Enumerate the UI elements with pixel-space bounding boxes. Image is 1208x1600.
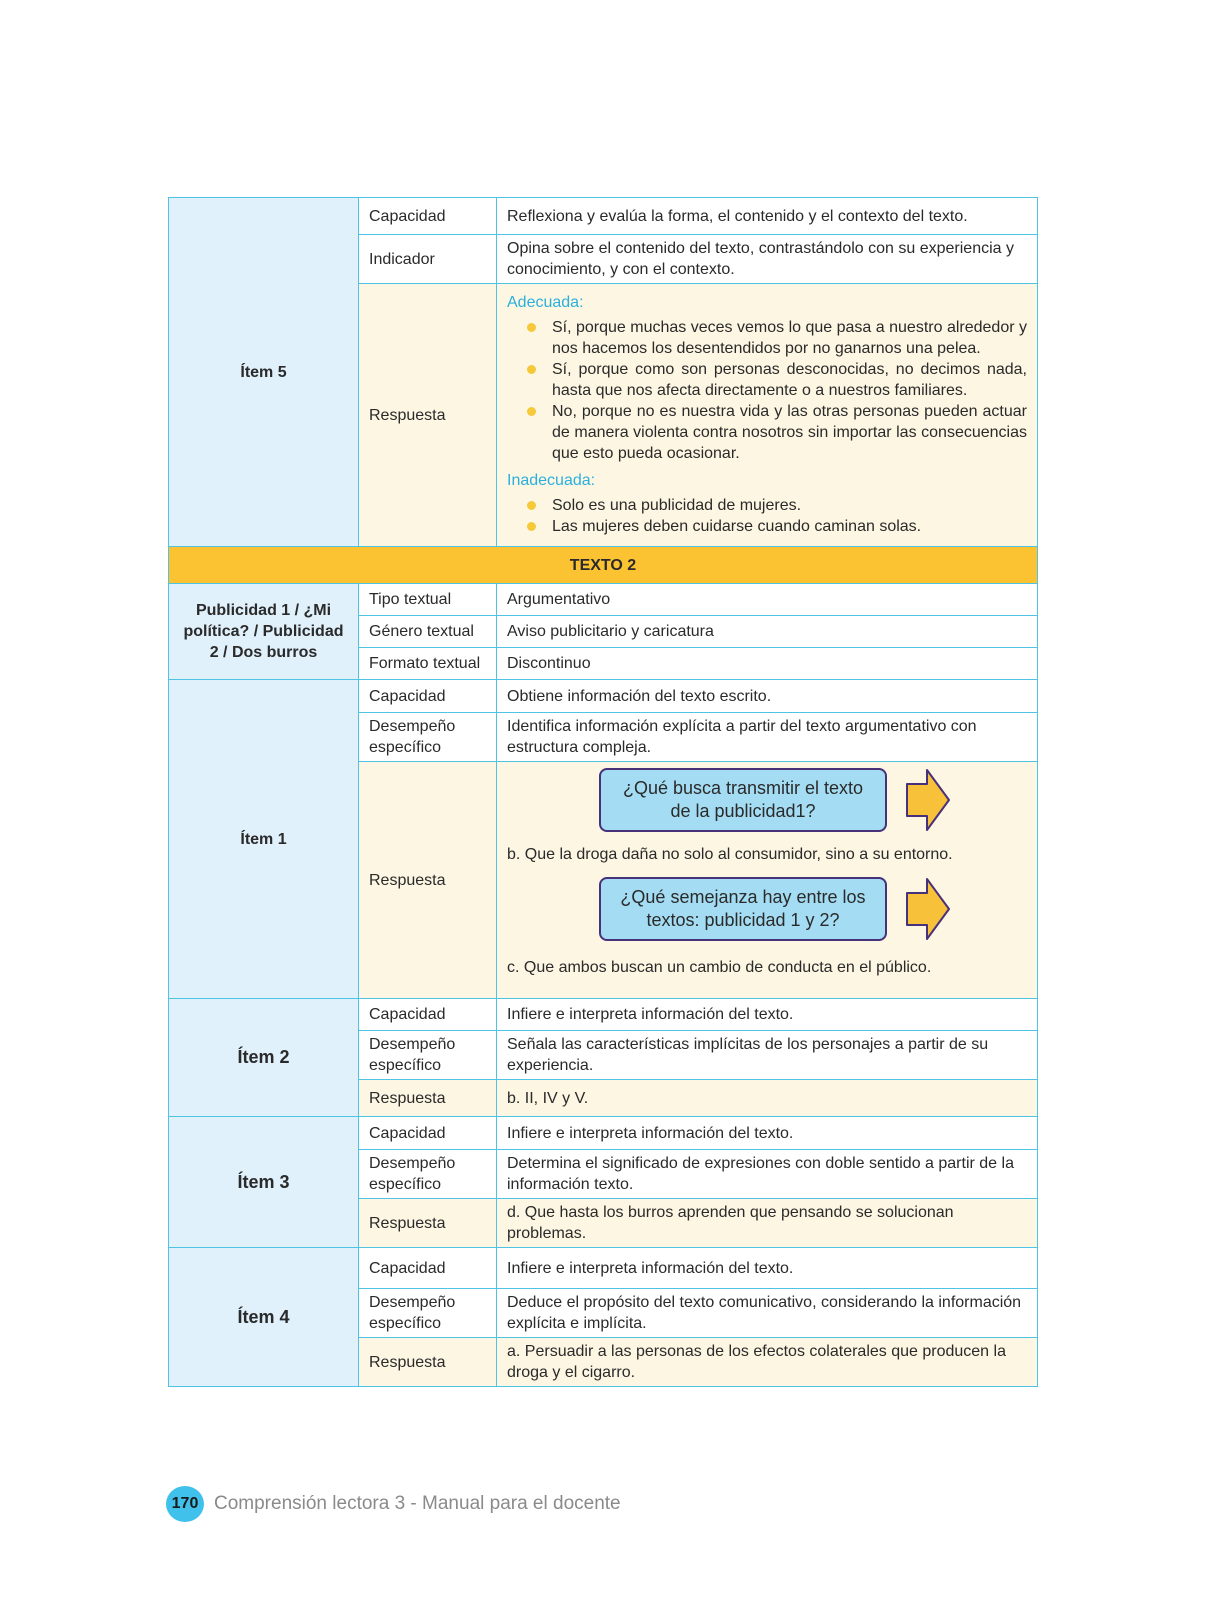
respuesta-label: Respuesta (359, 762, 497, 999)
list-item: Sí, porque muchas veces vemos lo que pasa a nuestro alrededor y nos hacemos los desentendidos por no ganarnos una pelea. (507, 317, 1027, 359)
adecuada-label: Adecuada: (507, 294, 584, 311)
item4-respuesta: a. Persuadir a las personas de los efectos colaterales que producen la droga y el cigarro. (497, 1338, 1038, 1387)
item2-respuesta: b. II, IV y V. (497, 1080, 1038, 1117)
answer-2: c. Que ambos buscan un cambio de conducta en el público. (507, 959, 932, 976)
item3-respuesta: d. Que hasta los burros aprenden que pensando se solucionan problemas. (497, 1199, 1038, 1248)
item1-respuesta (497, 762, 1038, 999)
right-arrow-icon (905, 877, 951, 941)
desempeno-label: Desempeño específico (359, 1150, 497, 1199)
list-item: Sí, porque como son personas desconocidas, no decimos nada, hasta que nos afecta directamente o a nuestros familiares. (507, 359, 1027, 401)
item1-capacidad-row (169, 680, 1038, 713)
item1-title: Ítem 1 (169, 680, 359, 999)
inadecuada-label: Inadecuada: (507, 472, 596, 489)
desempeno-label: Desempeño específico (359, 1031, 497, 1080)
capacidad-label: Capacidad (359, 999, 497, 1031)
capacidad-label: Capacidad (359, 198, 497, 235)
item3-desempeno: Determina el significado de expresiones con doble sentido a partir de la información texto. (497, 1150, 1038, 1199)
item2-capacidad-row (169, 999, 1038, 1031)
item2-desempeno: Señala las características implícitas de los personajes a partir de su experiencia. (497, 1031, 1038, 1080)
answer-1: b. Que la droga daña no solo al consumidor, sino a su entorno. (507, 846, 953, 863)
item4-capacidad-row (169, 1248, 1038, 1289)
page-number: 170 (166, 1486, 204, 1522)
item2-capacidad: Infiere e interpreta información del texto. (497, 999, 1038, 1031)
question-box-2: ¿Qué semejanza hay entre los textos: publicidad 1 y 2? (599, 877, 887, 941)
item4-capacidad: Infiere e interpreta información del texto. (497, 1248, 1038, 1289)
desempeno-label: Desempeño específico (359, 713, 497, 762)
footer-title: Comprensión lectora 3 - Manual para el docente (214, 1493, 621, 1514)
item5-capacidad-row (169, 198, 1038, 235)
capacidad-label: Capacidad (359, 1248, 497, 1289)
item4-desempeno: Deduce el propósito del texto comunicativo, considerando la información explícita e implícita. (497, 1289, 1038, 1338)
tipo-value: Argumentativo (497, 584, 1038, 616)
inadecuada-list (507, 495, 1027, 537)
tipo-row (169, 584, 1038, 616)
genero-label: Género textual (359, 616, 497, 648)
capacidad-label: Capacidad (359, 1117, 497, 1150)
item5-capacidad: Reflexiona y evalúa la forma, el contenido y el contexto del texto. (497, 198, 1038, 235)
respuesta-label: Respuesta (359, 1080, 497, 1117)
item1-desempeno: Identifica información explícita a partir del texto argumentativo con estructura compleja. (497, 713, 1038, 762)
capacidad-label: Capacidad (359, 680, 497, 713)
list-item: Las mujeres deben cuidarse cuando caminan solas. (507, 516, 1027, 537)
respuesta-label: Respuesta (359, 284, 497, 547)
item3-capacidad: Infiere e interpreta información del texto. (497, 1117, 1038, 1150)
adecuada-list (507, 317, 1027, 464)
item5-respuesta (497, 284, 1038, 547)
item5-indicador: Opina sobre el contenido del texto, contrastándolo con su experiencia y conocimiento, y con el contexto. (497, 235, 1038, 284)
list-item: No, porque no es nuestra vida y las otras personas pueden actuar de manera violenta contra nosotros sin importar las consecuencias que esto pueda ocasionar. (507, 401, 1027, 464)
question-box-1: ¿Qué busca transmitir el texto de la publicidad1? (599, 768, 887, 832)
rubric-table (168, 197, 1038, 1387)
question-row-1 (507, 762, 1027, 832)
item5-title: Ítem 5 (169, 198, 359, 547)
formato-label: Formato textual (359, 648, 497, 680)
tipo-label: Tipo textual (359, 584, 497, 616)
page-footer (166, 1486, 621, 1522)
desempeno-label: Desempeño específico (359, 1289, 497, 1338)
item3-capacidad-row (169, 1117, 1038, 1150)
list-item: Solo es una publicidad de mujeres. (507, 495, 1027, 516)
item2-title: Ítem 2 (169, 999, 359, 1117)
indicador-label: Indicador (359, 235, 497, 284)
item4-title: Ítem 4 (169, 1248, 359, 1387)
formato-value: Discontinuo (497, 648, 1038, 680)
texto2-header-row (169, 547, 1038, 584)
item1-capacidad: Obtiene información del texto escrito. (497, 680, 1038, 713)
genero-value: Aviso publicitario y caricatura (497, 616, 1038, 648)
respuesta-label: Respuesta (359, 1338, 497, 1387)
question-row-2 (507, 871, 1027, 941)
item3-title: Ítem 3 (169, 1117, 359, 1248)
right-arrow-icon (905, 768, 951, 832)
respuesta-label: Respuesta (359, 1199, 497, 1248)
texto2-title: Publicidad 1 / ¿Mi política? / Publicidad 2 / Dos burros (169, 584, 359, 680)
texto2-heading: TEXTO 2 (169, 547, 1038, 584)
